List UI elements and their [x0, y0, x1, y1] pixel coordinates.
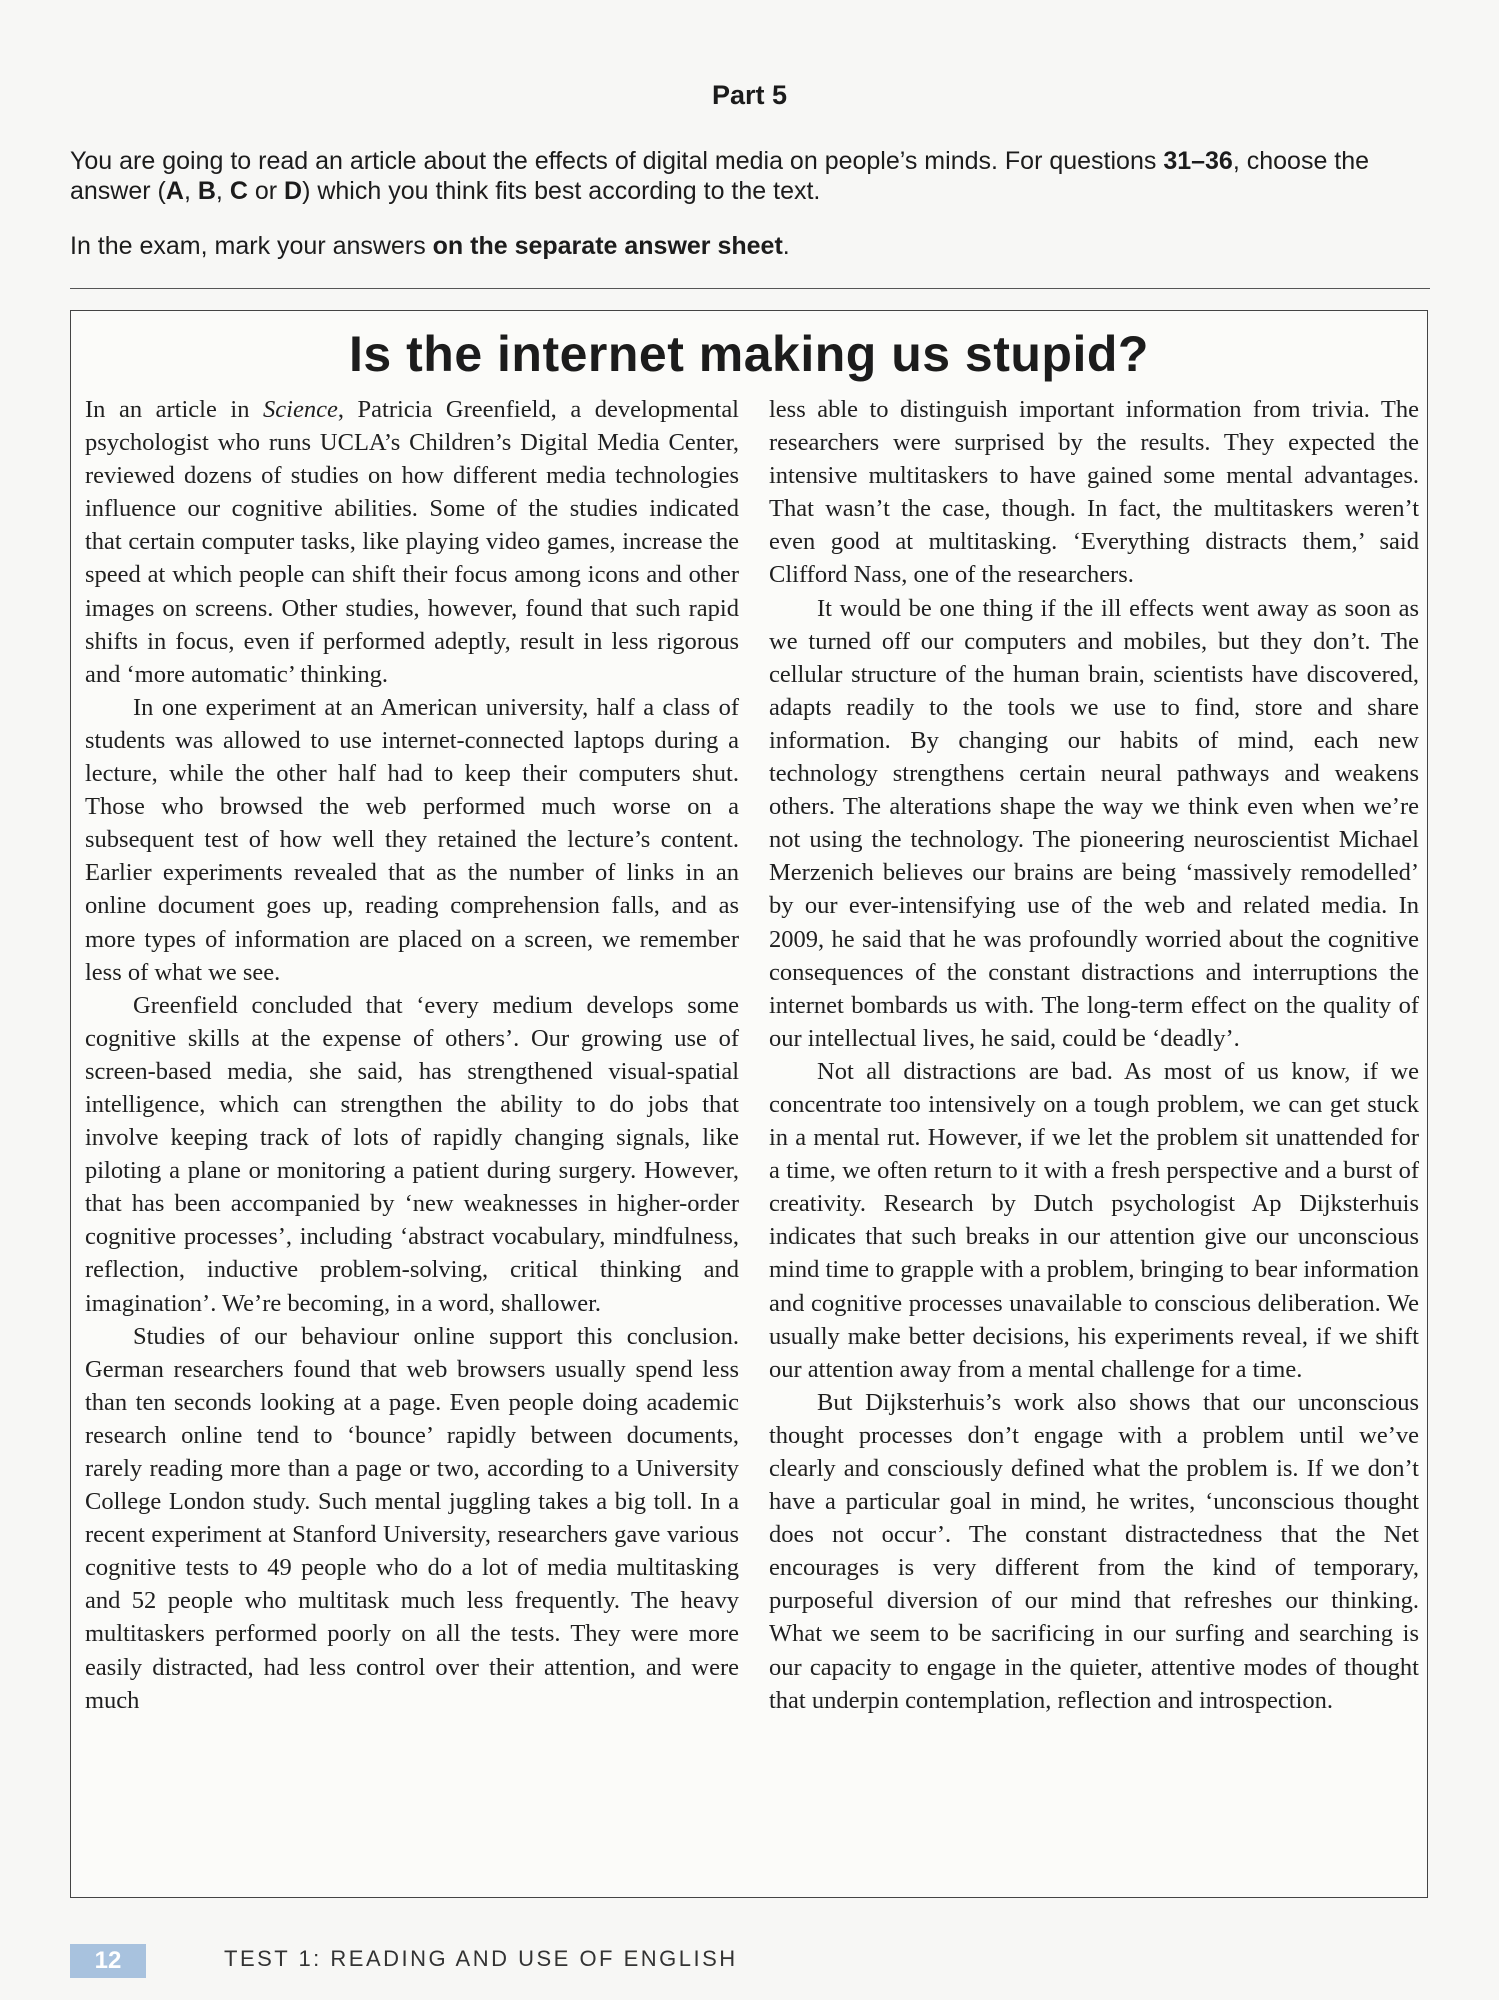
part-heading: Part 5: [711, 80, 788, 110]
article-paragraph: In one experiment at an American university, half a class of students was allowed to use internet-connected laptops during a lecture, while the other half had to keep their computers shut. Those who browsed the web performed much worse on a subsequent test of how well they retained the lecture’s content. Earlier experiments revealed that as the number of links in an online document goes up, reading comprehension falls, and as more types of information are placed on a screen, we remember less of what we see.: [85, 693, 739, 986]
option-c: C: [229, 177, 248, 205]
separator: ,: [215, 177, 230, 205]
article-paragraph: It would be one thing if the ill effects went away as soon as we turned off our computers and mobiles, but they don’t. The cellular structure of the human brain, scientists have discovered, adapts readily to the tools we use to find, store and share information. By changing our habits of mind, each new technology strengthens certain neural pathways and weakens others. The alterations shape the way we think even when we’re not using the technology. The pioneering neuroscientist Michael Merzenich believes our brains are being ‘massively remodelled’ by our ever-intensifying use of the web and related media. In 2009, he said that he was profoundly worried about the cognitive consequences of the constant distractions and interruptions the internet bombards us with. The long-term effect on the quality of our intellectual lives, he said, could be ‘deadly’.: [769, 594, 1419, 1052]
answer-sheet-emphasis: on the separate answer sheet: [432, 232, 783, 260]
page-number-badge: 12: [70, 1944, 146, 1978]
article-paragraph: Studies of our behaviour online support this conclusion. German researchers found that web browsers usually spend less than ten seconds looking at a page. Even people doing academic research online tend to ‘bounce’ rapidly between documents, rarely reading more than a page or two, according to a University College London study. Such mental juggling takes a big toll. In a recent experiment at Stanford University, researchers gave various cognitive tests to 49 people who do a lot of media multitasking and 52 people who multitask much less frequently. The heavy multitaskers performed poorly on all the tests. They were more easily distracted, had less control over their attention, and were much: [85, 1322, 739, 1714]
article-title: Is the internet making us stupid?: [349, 326, 1149, 382]
option-a: A: [165, 177, 184, 205]
paragraph-text: In an article in: [85, 396, 264, 423]
instructions-text: In the exam, mark your answers: [70, 232, 433, 260]
instructions: [70, 146, 1400, 206]
option-d: D: [284, 177, 303, 205]
article-paragraph: Greenfield concluded that ‘every medium develops some cognitive skills at the expense of others’. Our growing use of screen-based media, she said, has strengthened visual-spatial intelligence, which can strengthen the ability to do jobs that involve keeping track of lots of rapidly changing signals, like piloting a plane or monitoring a patient during surgery. However, that has been accompanied by ‘new weaknesses in higher-order cognitive processes’, including ‘abstract vocabulary, mindfulness, reflection, inductive problem-solving, critical thinking and imagination’. We’re becoming, in a word, shallower.: [85, 991, 739, 1317]
article-box: [70, 310, 1428, 1898]
separator: or: [247, 177, 284, 205]
article-paragraph: Not all distractions are bad. As most of us know, if we concentrate too intensively on a tough problem, we can get stuck in a mental rut. However, if we let the problem sit unattended for a time, we often return to it with a fresh perspective and a burst of creativity. Research by Dutch psychologist Ap Dijksterhuis indicates that such breaks in our attention give our unconscious mind time to grapple with a problem, bringing to bear information and cognitive processes unavailable to conscious deliberation. We usually make better decisions, his experiments reveal, if we shift our attention away from a mental challenge for a time.: [769, 1057, 1419, 1383]
article-paragraph: [85, 393, 739, 691]
article-column-right: [769, 393, 1419, 1717]
article-column-left: [85, 393, 739, 1717]
article-paragraph: But Dijksterhuis’s work also shows that our unconscious thought processes don’t engage with a problem until we’ve clearly and consciously defined what the problem is. If we don’t have a particular goal in mind, he writes, ‘unconscious thought does not occur’. The constant distractedness that the Net encourages is very different from the kind of temporary, purposeful diversion of our mind that refreshes our thinking. What we seem to be sacrificing in our surfing and searching is our capacity to engage in the quieter, attentive modes of thought that underpin contemplation, reflection and introspection.: [769, 1388, 1419, 1714]
answer-sheet-instruction: [70, 232, 790, 261]
separator: ,: [183, 177, 198, 205]
instructions-text: , choose the answer (: [70, 147, 1370, 205]
footer-section-title: TEST 1: READING AND USE OF ENGLISH: [224, 1946, 738, 1971]
journal-title: Science: [263, 396, 338, 423]
instructions-text: You are going to read an article about the effects of digital media on people’s minds. For questions: [70, 147, 1164, 175]
option-b: B: [197, 177, 216, 205]
paragraph-text: , Patricia Greenfield, a developmental psychologist who runs UCLA’s Children’s Digital Media Center, reviewed dozens of studies on how different media technologies influence our cognitive abilities. Some of the studies indicated that certain computer tasks, like playing video games, increase the speed at which people can shift their focus among icons and other images on screens. Other studies, however, found that such rapid shifts in focus, even if performed adeptly, result in less rigorous and ‘more automatic’ thinking.: [85, 396, 739, 688]
instructions-text: ) which you think fits best according to the text.: [302, 177, 821, 205]
divider: [70, 288, 1430, 289]
question-range: 31–36: [1163, 147, 1233, 175]
instructions-text: .: [782, 232, 790, 260]
article-paragraph: less able to distinguish important information from trivia. The researchers were surprised by the results. They expected the intensive multitaskers to have gained some mental advantages. That wasn’t the case, though. In fact, the multitaskers weren’t even good at multitasking. ‘Everything distracts them,’ said Clifford Nass, one of the researchers.: [769, 396, 1419, 589]
